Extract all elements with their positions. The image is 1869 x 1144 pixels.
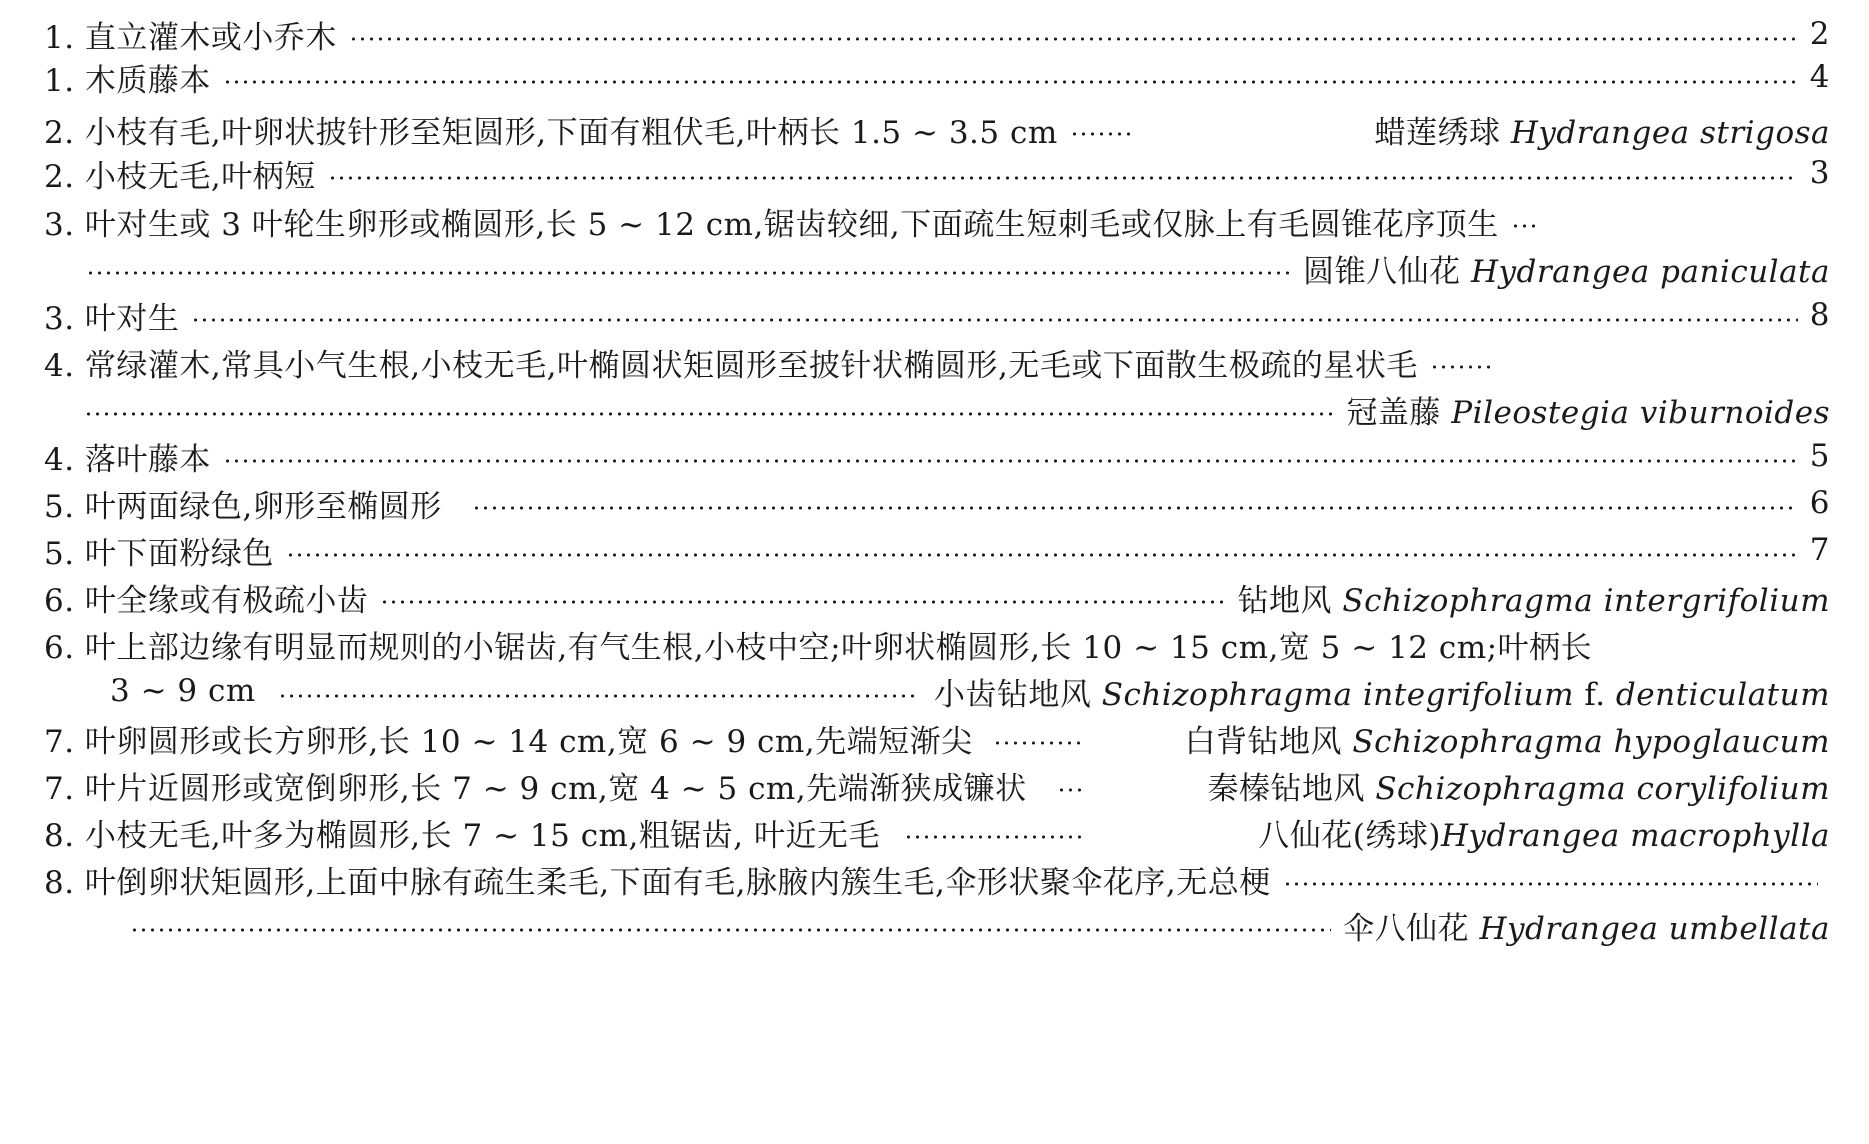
dot-leader: [86, 270, 1291, 276]
taxon-name-chinese: 八仙花(绣球): [1258, 817, 1441, 854]
taxon-name: [1346, 387, 1830, 432]
key-lead: 4. 常绿灌木,常具小气生根,小枝无毛,叶椭圆状矩圆形至披针状椭圆形,无毛或下面散生极疏的星状毛: [44, 347, 1418, 384]
key-target-number: 4: [1809, 59, 1830, 95]
key-target-number: 3: [1809, 155, 1830, 191]
taxon-name-latin: Schizophragma integrifolium: [1101, 676, 1574, 713]
key-target-number: 6: [1809, 485, 1830, 521]
dot-leader: [328, 175, 1798, 181]
key-lead: 7. 叶片近圆形或宽倒卵形,长 7 ~ 9 cm,宽 4 ~ 5 cm,先端渐狭成镰状: [44, 770, 1027, 807]
dichotomous-key: [44, 0, 1830, 1144]
key-target-number: 8: [1809, 297, 1830, 333]
dot-leader: [904, 834, 1084, 840]
taxon-name-chinese: 伞八仙花: [1343, 910, 1470, 947]
taxon-name: [1238, 575, 1830, 620]
dot-leader: [349, 36, 1798, 42]
key-lead: 2. 小枝有毛,叶卵状披针形至矩圆形,下面有粗伏毛,叶柄长 1.5 ~ 3.5 cm: [44, 114, 1058, 151]
taxon-name-latin: Schizophragma corylifolium: [1375, 770, 1830, 807]
taxon-name: [1185, 716, 1830, 761]
dot-leader: [1283, 881, 1818, 887]
dot-leader: [223, 79, 1798, 85]
dot-leader: [1511, 223, 1541, 229]
key-lead: 5. 叶下面粉绿色: [44, 535, 274, 572]
taxon-name-latin: Hydrangea macrophylla: [1440, 817, 1830, 854]
taxon-name-latin: Hydrangea paniculata: [1470, 253, 1830, 290]
taxon-name-latin: Schizophragma hypoglaucum: [1352, 723, 1830, 760]
key-line-8b-continued: [130, 897, 1830, 953]
dot-leader: [286, 552, 1798, 558]
taxon-name-chinese: 白背钻地风: [1184, 723, 1343, 760]
key-target-number: 5: [1809, 438, 1830, 474]
dot-leader: [1430, 364, 1490, 370]
dot-leader: [1057, 787, 1087, 793]
key-target-number: 2: [1809, 16, 1830, 52]
key-lead: 3 ~ 9 cm: [110, 673, 256, 709]
taxon-name: [1343, 903, 1830, 948]
key-lead: 1. 木质藤本: [44, 62, 211, 99]
taxon-name-latin-infraspecific: denticulatum: [1615, 676, 1830, 713]
dot-leader: [380, 599, 1225, 605]
dot-leader: [472, 505, 1798, 511]
taxon-name-chinese: 秦榛钻地风: [1207, 770, 1365, 807]
key-lead: 5. 叶两面绿色,卵形至椭圆形: [44, 488, 442, 525]
key-lead: 1. 直立灌木或小乔木: [44, 19, 337, 56]
key-target-number: 7: [1809, 532, 1830, 568]
taxon-name-chinese: 小齿钻地风: [933, 676, 1092, 713]
taxon-name-latin: Hydrangea strigosa: [1510, 114, 1830, 151]
taxon-name-latin: Hydrangea umbellata: [1479, 910, 1830, 947]
taxon-rank-abbrev: f.: [1584, 676, 1606, 713]
taxon-name: [1258, 810, 1830, 855]
dot-leader: [278, 693, 914, 699]
taxon-name-chinese: 蜡莲绣球: [1374, 114, 1501, 151]
key-line-1b: [44, 49, 1830, 105]
key-lead: 6. 叶全缘或有极疏小齿: [44, 582, 369, 619]
dot-leader: [191, 317, 1797, 323]
key-lead: 3. 叶对生: [44, 300, 180, 337]
key-lead: 8. 叶倒卵状矩圆形,上面中脉有疏生柔毛,下面有毛,脉腋内簇生毛,伞形状聚伞花序,无总梗: [44, 864, 1271, 901]
key-lead: 4. 落叶藤本: [44, 441, 211, 478]
key-lead: 6. 叶上部边缘有明显而规则的小锯齿,有气生根,小枝中空;叶卵状椭圆形,长 10 ~ 15 cm,宽 5 ~ 12 cm;叶柄长: [44, 629, 1593, 666]
key-lead: 2. 小枝无毛,叶柄短: [44, 158, 316, 195]
key-lead: 3. 叶对生或 3 叶轮生卵形或椭圆形,长 5 ~ 12 cm,锯齿较细,下面疏生短刺毛或仅脉上有毛圆锥花序顶生: [44, 206, 1499, 243]
key-lead: 8. 小枝无毛,叶多为椭圆形,长 7 ~ 15 cm,粗锯齿, 叶近无毛: [44, 817, 881, 854]
taxon-name-latin: Pileostegia viburnoides: [1451, 394, 1830, 431]
taxon-name-chinese: 冠盖藤: [1346, 394, 1441, 431]
dot-leader: [1070, 131, 1130, 137]
key-lead: 7. 叶卵圆形或长方卵形,长 10 ~ 14 cm,宽 6 ~ 9 cm,先端短渐尖: [44, 723, 973, 760]
taxon-name: [1207, 763, 1830, 808]
dot-leader: [84, 411, 1334, 417]
taxon-name-chinese: 钻地风: [1237, 582, 1333, 619]
dot-leader: [223, 458, 1798, 464]
taxon-name: [934, 669, 1830, 714]
taxon-name-chinese: 圆锥八仙花: [1303, 253, 1461, 290]
dot-leader: [130, 927, 1331, 933]
taxon-name-latin: Schizophragma intergrifolium: [1342, 582, 1830, 619]
taxon-name: [1303, 246, 1830, 291]
dot-leader: [993, 740, 1083, 746]
